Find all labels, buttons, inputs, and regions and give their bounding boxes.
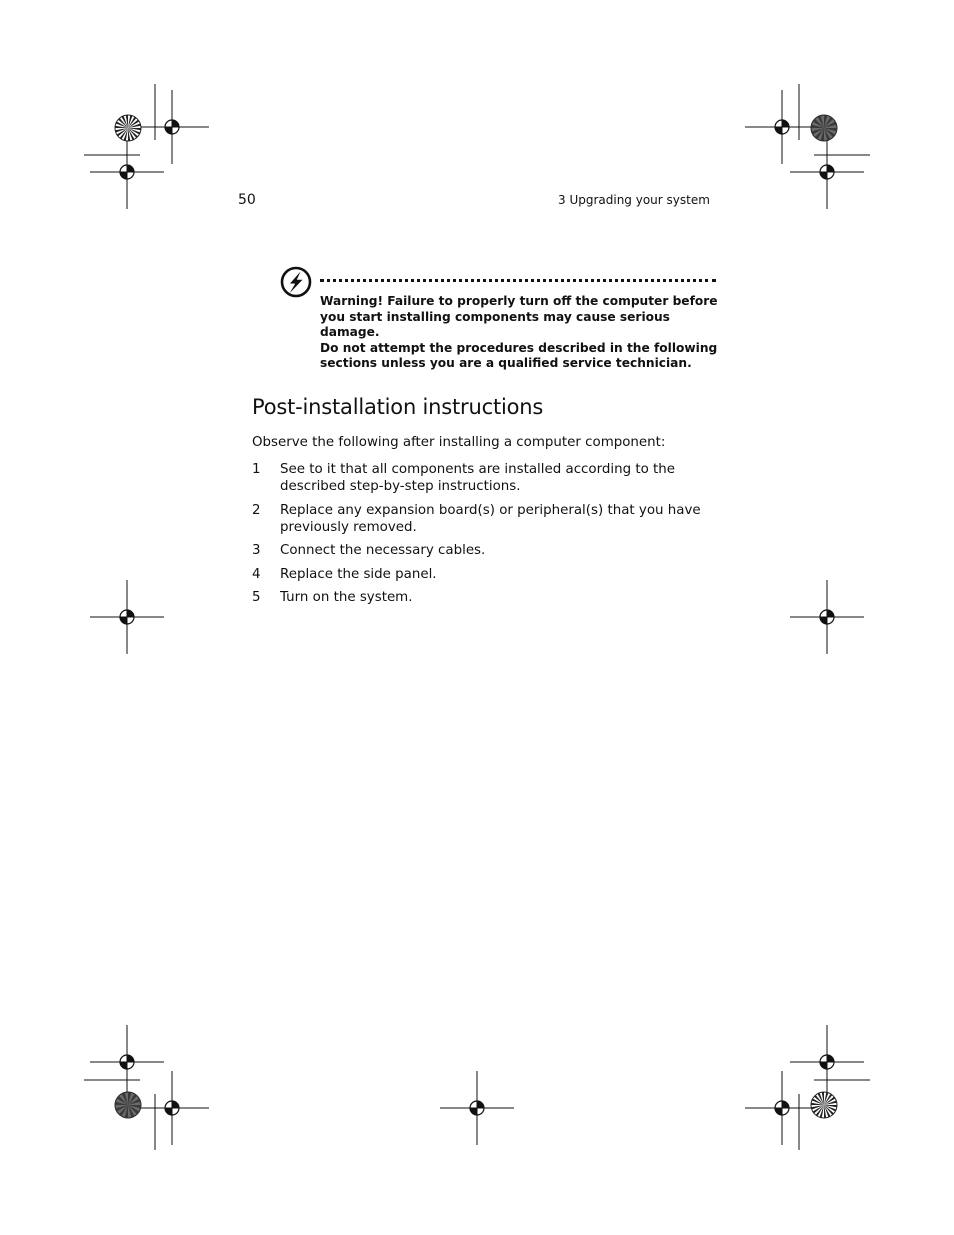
step-text: Replace any expansion board(s) or peripheral(s) that you have previously removed. xyxy=(280,502,701,535)
registration-mark-icon xyxy=(90,1025,164,1099)
star-target-icon xyxy=(811,1092,837,1118)
step-text: See to it that all components are installed according to the described step-by-step instructions. xyxy=(280,462,676,494)
registration-mark-icon xyxy=(790,580,864,654)
registration-mark-icon xyxy=(745,90,819,164)
registration-mark-icon xyxy=(90,580,164,654)
list-item xyxy=(252,566,712,583)
registration-mark-icon xyxy=(745,1071,819,1145)
page-number: 50 xyxy=(238,192,256,208)
intro-text: Observe the following after installing a computer component: xyxy=(252,435,666,450)
step-number: 1 xyxy=(252,462,261,477)
gray-target-icon xyxy=(811,115,837,141)
list-item xyxy=(252,589,712,606)
lightning-bolt-icon xyxy=(280,266,312,298)
warning-text: Warning! Failure to properly turn off the computer before you start installing components may cause serious damage. xyxy=(320,294,718,340)
warning-divider xyxy=(320,279,716,282)
step-text: Connect the necessary cables. xyxy=(280,543,486,558)
registration-mark-icon xyxy=(790,135,864,209)
list-item xyxy=(252,502,712,536)
step-number: 2 xyxy=(252,502,261,518)
registration-mark-icon xyxy=(135,90,209,164)
step-text: Turn on the system. xyxy=(280,590,413,605)
step-number: 3 xyxy=(252,543,261,558)
registration-mark-icon xyxy=(135,1071,209,1145)
registration-mark-icon xyxy=(790,1025,864,1099)
step-number: 4 xyxy=(252,566,261,582)
star-target-icon xyxy=(115,115,141,141)
step-text: Replace the side panel. xyxy=(280,566,437,582)
registration-mark-icon xyxy=(90,135,164,209)
warning-text: Do not attempt the procedures described in the following sections unless you are a qualified service technician. xyxy=(320,340,718,371)
steps-list xyxy=(252,461,712,613)
gray-target-icon xyxy=(115,1092,141,1118)
running-head: 3 Upgrading your system xyxy=(558,193,710,207)
list-item xyxy=(252,542,712,559)
section-title: Post-installation instructions xyxy=(252,395,544,419)
warning-box xyxy=(320,294,720,372)
list-item xyxy=(252,461,712,495)
registration-mark-icon xyxy=(440,1071,514,1145)
step-number: 5 xyxy=(252,590,261,605)
